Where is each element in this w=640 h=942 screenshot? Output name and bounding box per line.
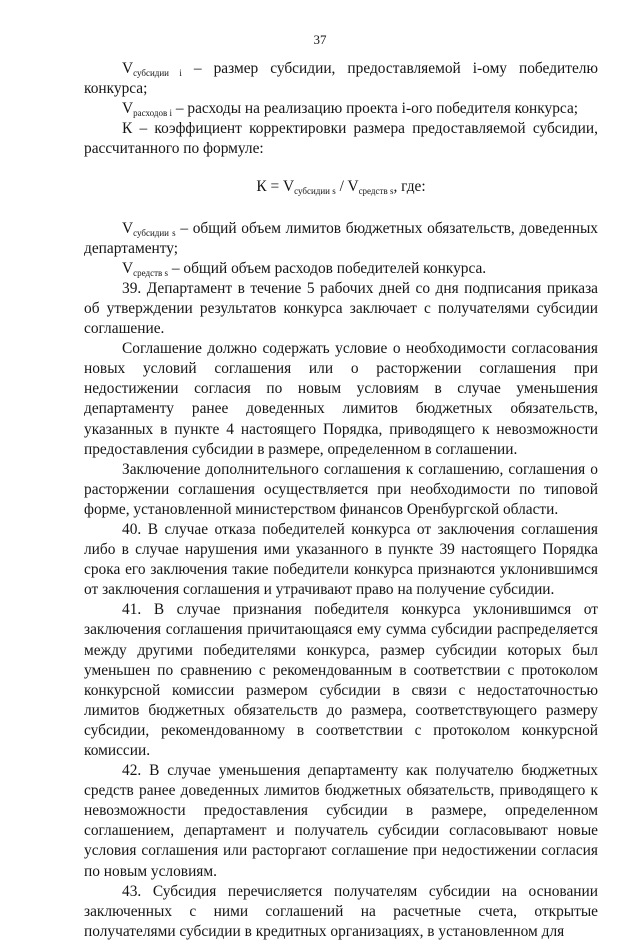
document-body bbox=[84, 59, 598, 942]
formula: $К = V_{субсидии s} / V_{средств s}$, где: bbox=[256, 178, 426, 197]
page-number: 37 bbox=[313, 32, 327, 47]
paragraph-additional-agreement: Заключение дополнительного соглашения к соглашению, соглашения о расторжении соглашения осуществляется при необходимости по типовой форме, установленной министерством финансов Оренбургской области. bbox=[84, 460, 598, 518]
paragraph-39: 39. Департамент в течение 5 рабочих дней со дня подписания приказа об утверждении результатов конкурса заключает с получателями субсидии соглашение. bbox=[84, 279, 598, 338]
paragraph-agreement-conditions: Соглашение должно содержать условие о необходимости согласования новых условий соглашения или о расторжении соглашения при недостижении согласия по новым условиям в случае уменьшения департаменту ранее доведенных лимитов бюджетных обязательств, указанных в пункте 4 настоящего Порядка, приводящего к невозможности предоставления субсидии в размере, определенном в соглашении. bbox=[84, 340, 598, 458]
definition-v-subsidy-i: $V_{субсидии i}$ – размер субсидии, предоставляемой i-ому победителю конкурса; bbox=[84, 60, 598, 98]
paragraph-43: 43. Субсидия перечисляется получателям субсидии на основании заключенных с ними соглашений на расчетные счета, открытые получателями субсидии в кредитных организациях, в установленном для bbox=[84, 882, 598, 940]
paragraph-40: 40. В случае отказа победителей конкурса от заключения соглашения либо в случае нарушения ими указанного в пункте 39 настоящего Порядка срока его заключения такие победители конкурса признаются уклонившимся от заключения соглашения и утрачивают право на получение субсидии. bbox=[84, 520, 598, 599]
definition-v-expenses-i: $V_{расходов i}$ – расходы на реализацию проекта i-ого победителя конкурса; bbox=[122, 100, 579, 119]
definition-v-subsidy-s: $V_{субсидии s}$ – общий объем лимитов бюджетных обязательств, доведенных департаменту; bbox=[84, 219, 598, 257]
definition-v-funds-s: $V_{средств s}$ – общий объем расходов победителей конкурса. bbox=[122, 259, 487, 278]
paragraph-41: 41. В случае признания победителя конкурса уклонившимся от заключения соглашения причитающаяся ему сумма субсидии распределяется между другими победителями конкурса, размер субсидии которых был уменьшен по сравнению с рекомендованным в соответствии с протоколом конкурсной комиссии размером субсидии в связи с недостаточностью лимитов бюджетных обязательств до размера, соответствующего размеру субсидии, рекомендованному в соответствии с протоколом конкурсной комиссии. bbox=[84, 601, 598, 759]
definition-k: К – коэффициент корректировки размера предоставляемой субсидии, рассчитанного по формуле: bbox=[84, 120, 598, 158]
paragraph-42: 42. В случае уменьшения департаменту как получателю бюджетных средств ранее доведенных лимитов бюджетных обязательств, приводящего к невозможности предоставления субсидии в размере, определенном соглашением, департамент и получатель субсидии согласовывают новые условия соглашения или расторгают соглашение при недостижении согласия по новым условиям. bbox=[84, 762, 598, 880]
